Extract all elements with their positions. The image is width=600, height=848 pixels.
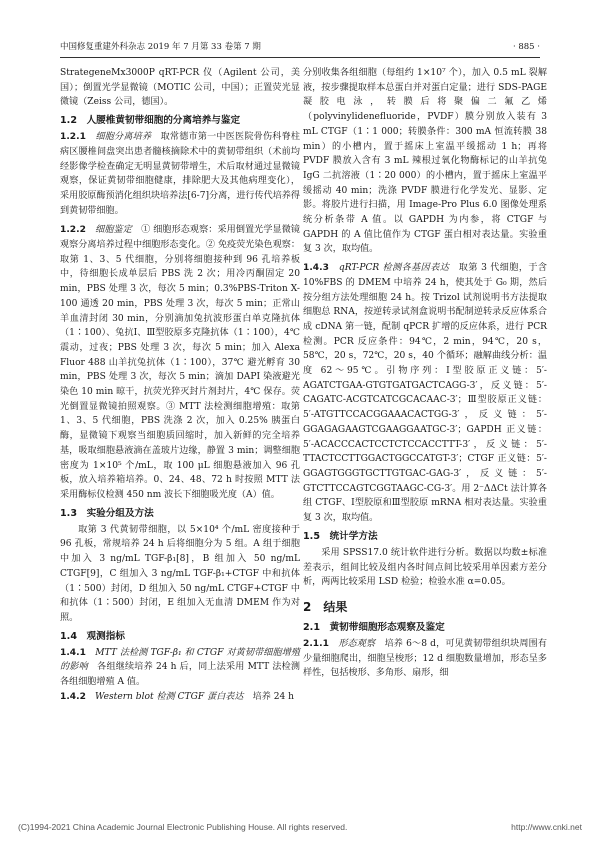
subsection-number: 1.2.1 xyxy=(60,132,86,143)
paragraph: StrategeneMx3000P qRT-PCR 仪（Agilent 公司，美国）；倒置光学显微镜（MOTIC 公司，中国）；正置荧光显微镜（Zeiss 公司，德国）。 xyxy=(60,68,300,108)
subsection-body: ① 细胞形态观察：采用倒置光学显微镜观察分离培养过程中细胞形态变化。② 免疫荧光染色观察：取第 1、3、5 代细胞，分别将细胞接种到 96 孔培养板中，待细胞长成单层后 PBS 洗 2 次；用冷丙酮固定 20 min，PBS 处理 3 次，每次 5 min；0.3%PBS-Triton X-100 通透 20 min，PBS 处理 3 次，每次 5 min；正常山羊血清封闭 30 min，分别滴加兔抗波形蛋白单克隆抗体（1∶100）、兔抗Ⅰ、Ⅲ型胶原多克隆抗体（1∶100），4℃ 震动，过夜；PBS 处理 3 次，每次 5 min；加入 Alexa Fluor 488 山羊抗兔抗体（1∶100），37℃ 避光孵育 30 min，PBS 处理 3 次，每次 5 min；滴加 DAPI 染液避光染色 10 min 晾干，抗荧光猝灭封片剂封片，4℃ 保存。荧光倒置显微镜拍照观察。③ MTT 法检测细胞增殖：取第 1、3、5 代细胞，PBS 洗涤 2 次，加入 0.25% 胰蛋白酶，显微镜下观察当细胞质回缩时，加入新鲜的完全培养基，吸取细胞悬液滴在盖玻片边缘，静置 3 min；调整细胞密度为 1×10⁵ 个/mL，取 100 μL 细胞悬液加入 96 孔板，放入培养箱培养。0、24、48、72 h 时按照 MTT 法采用酶标仪检测 450 nm 波长下细胞吸光度（A）值。 xyxy=(60,225,300,500)
paragraph-1-2-1 xyxy=(60,130,300,218)
paragraph-1-4-3 xyxy=(303,261,547,526)
paragraph-1-2-2 xyxy=(60,223,300,502)
paragraph-1-4-1 xyxy=(60,646,300,690)
section-heading-1-4: 1.4 观测指标 xyxy=(60,630,125,642)
paragraph-1-4-2 xyxy=(60,690,300,705)
page-number: · 885 · xyxy=(512,42,540,52)
header-divider xyxy=(60,57,540,58)
subsection-body: 各组继续培养 24 h 后，同上法采用 MTT 法检测各组细胞增殖 A 值。 xyxy=(60,662,300,688)
section-heading-2: 2 结果 xyxy=(303,599,348,614)
subsection-body: 取第 3 代细胞，于含 10%FBS 的 DMEM 中培养 24 h，使其处于 G₀ 期，然后按分组方法处理细胞 24 h。按 Trizol 试剂说明书方法提取细胞总 RNA，按逆转录试剂盒说明书配制逆转录反应体系合成 cDNA 第一链，配制 qPCR 扩增的反应体系，进行 PCR 检测。PCR 反应条件：94℃，2 min，94℃，20 s，58℃，20 s，72℃，20 s，40 个循环；融解曲线分析：温度 62～95℃。引物序列：Ⅰ型胶原正义链：5′-AGATCTGAA-GTGTGATGACTCAGG-3′，反义链：5′-CAGATC-ACGTCATCGCACAAC-3′；Ⅲ型胶原正义链：5′-ATGTTCCACGGAAACACTGG-3′，反义链：5′-GGAGAGAAGTCGAAGGAATGC-3′；GAPDH 正义链：5′-ACACCCACTCCTCTCCACCTTT-3′，反义链：5′-TTACTCCTTGGACTGGCCATGT-3′；CTGF 正义链：5′-GGAGTGGGTGCTTGTGAC-GAG-3′，反义链：5′-GTCTTCCAGTCGGTAAGC-CG-3′。用 2⁻ΔΔCt 法计算各组 CTGF、Ⅰ型胶原和Ⅲ型胶原 mRNA 相对表达量。实验重复 3 次，取均值。 xyxy=(303,263,547,524)
paragraph: 分别收集各组细胞（每组约 1×10⁷ 个），加入 0.5 mL 裂解液，按步骤提取样本总蛋白并对蛋白定量；进行 SDS-PAGE 凝胶电泳，转膜后将聚偏二氟乙烯（polyvinylidenefluoride，PVDF）膜分别放入装有 3 mL CTGF（1∶1 000；转膜条件：300 mA 恒流转膜 38 min）的小槽内，置于摇床上室温平缓摇动 1 h；再将 PVDF 膜放入含有 3 mL 辣根过氧化物酶标记的山羊抗兔 IgG 二抗溶液（1∶20 000）的小槽内，置于摇床上室温平缓摇动 40 min；洗涤 PVDF 膜进行化学发光、显影、定影。将胶片进行扫描，用 Image-Pro Plus 6.0 图像处理系统分析条带 A 值。以 GAPDH 为内参，将 CTGF 与 GAPDH 的 A 值比值作为 CTGF 蛋白相对表达量。实验重复 3 次，取均值。 xyxy=(303,68,547,255)
paragraph-2-1-1 xyxy=(303,637,547,681)
website-link[interactable]: http://www.cnki.net xyxy=(511,822,582,832)
subsection-title: 细胞分离培养 xyxy=(95,132,152,143)
journal-info: 中国修复重建外科杂志 2019 年 7 月第 33 卷第 7 期 xyxy=(60,42,261,52)
paragraph-1-3: 取第 3 代黄韧带细胞，以 5×10⁴ 个/mL 密度接种于 96 孔板，常规培养 24 h 后将细胞分为 5 组。A 组于细胞中加入 3 ng/mL TGF-β₁[8]，B 组加入 50 ng/mL CTGF[9]，C 组加入 3 ng/mL TGF-β₁+CTGF 中和抗体（1∶500）封闭，D 组加入 50 ng/mL CTGF+CTGF 中和抗体（1∶500）封闭，E 组加入无血清 DMEM 作为对照。 xyxy=(60,524,300,623)
subsection-body: 培养 6～8 d，可见黄韧带组织块周围有少量细胞爬出，细胞呈梭形；12 d 细胞数量增加，形态呈多样性，包括梭形、多角形、扇形，细 xyxy=(303,638,547,679)
subsection-number: 1.4.1 xyxy=(60,647,86,658)
subsection-title: Western blot 检测 CTGF 蛋白表达 xyxy=(95,691,244,702)
running-header xyxy=(60,40,540,56)
section-heading-2-1: 2.1 黄韧带细胞形态观察及鉴定 xyxy=(303,621,445,633)
subsection-title: 细胞鉴定 xyxy=(95,225,132,236)
subsection-title: MTT 法检测 TGF-β₁ 和 CTGF 对黄韧带细胞增殖的影响 xyxy=(60,647,300,673)
section-heading-1-5: 1.5 统计学方法 xyxy=(303,530,378,542)
subsection-body: 培养 24 h xyxy=(252,691,295,702)
subsection-body: 取常德市第一中医医院骨伤科脊柱病区腰椎间盘突出患者髓核摘除术中的黄韧带组织（术前均经影像学检查确定无明显黄韧带增生，术后取材通过显微镜观察，保证黄韧带细胞健康，排除肥大及其他病理变化），采用胶原酶预消化组织块培养法[6-7]分离，进行传代培养得到黄韧带细胞。 xyxy=(60,132,300,216)
section-heading-1-2: 1.2 人腰椎黄韧带细胞的分离培养与鉴定 xyxy=(60,115,241,127)
left-column xyxy=(60,66,300,704)
copyright-notice: (C)1994-2021 China Academic Journal Electronic Publishing House. All rights reserved. xyxy=(18,822,348,832)
section-heading-1-3: 1.3 实验分组及方法 xyxy=(60,507,154,519)
subsection-number: 1.2.2 xyxy=(60,225,86,236)
right-column xyxy=(303,66,547,681)
subsection-number: 2.1.1 xyxy=(303,638,329,649)
subsection-title: 形态观察 xyxy=(338,638,376,649)
subsection-title: qRT-PCR 检测各基因表达 xyxy=(338,263,450,274)
subsection-number: 1.4.2 xyxy=(60,691,86,702)
subsection-number: 1.4.3 xyxy=(303,263,329,274)
paragraph-1-5: 采用 SPSS17.0 统计软件进行分析。数据以均数±标准差表示，组间比较及组内各时间点间比较采用单因素方差分析，两两比较采用 LSD 检验；检验水准 α=0.05。 xyxy=(303,547,547,588)
